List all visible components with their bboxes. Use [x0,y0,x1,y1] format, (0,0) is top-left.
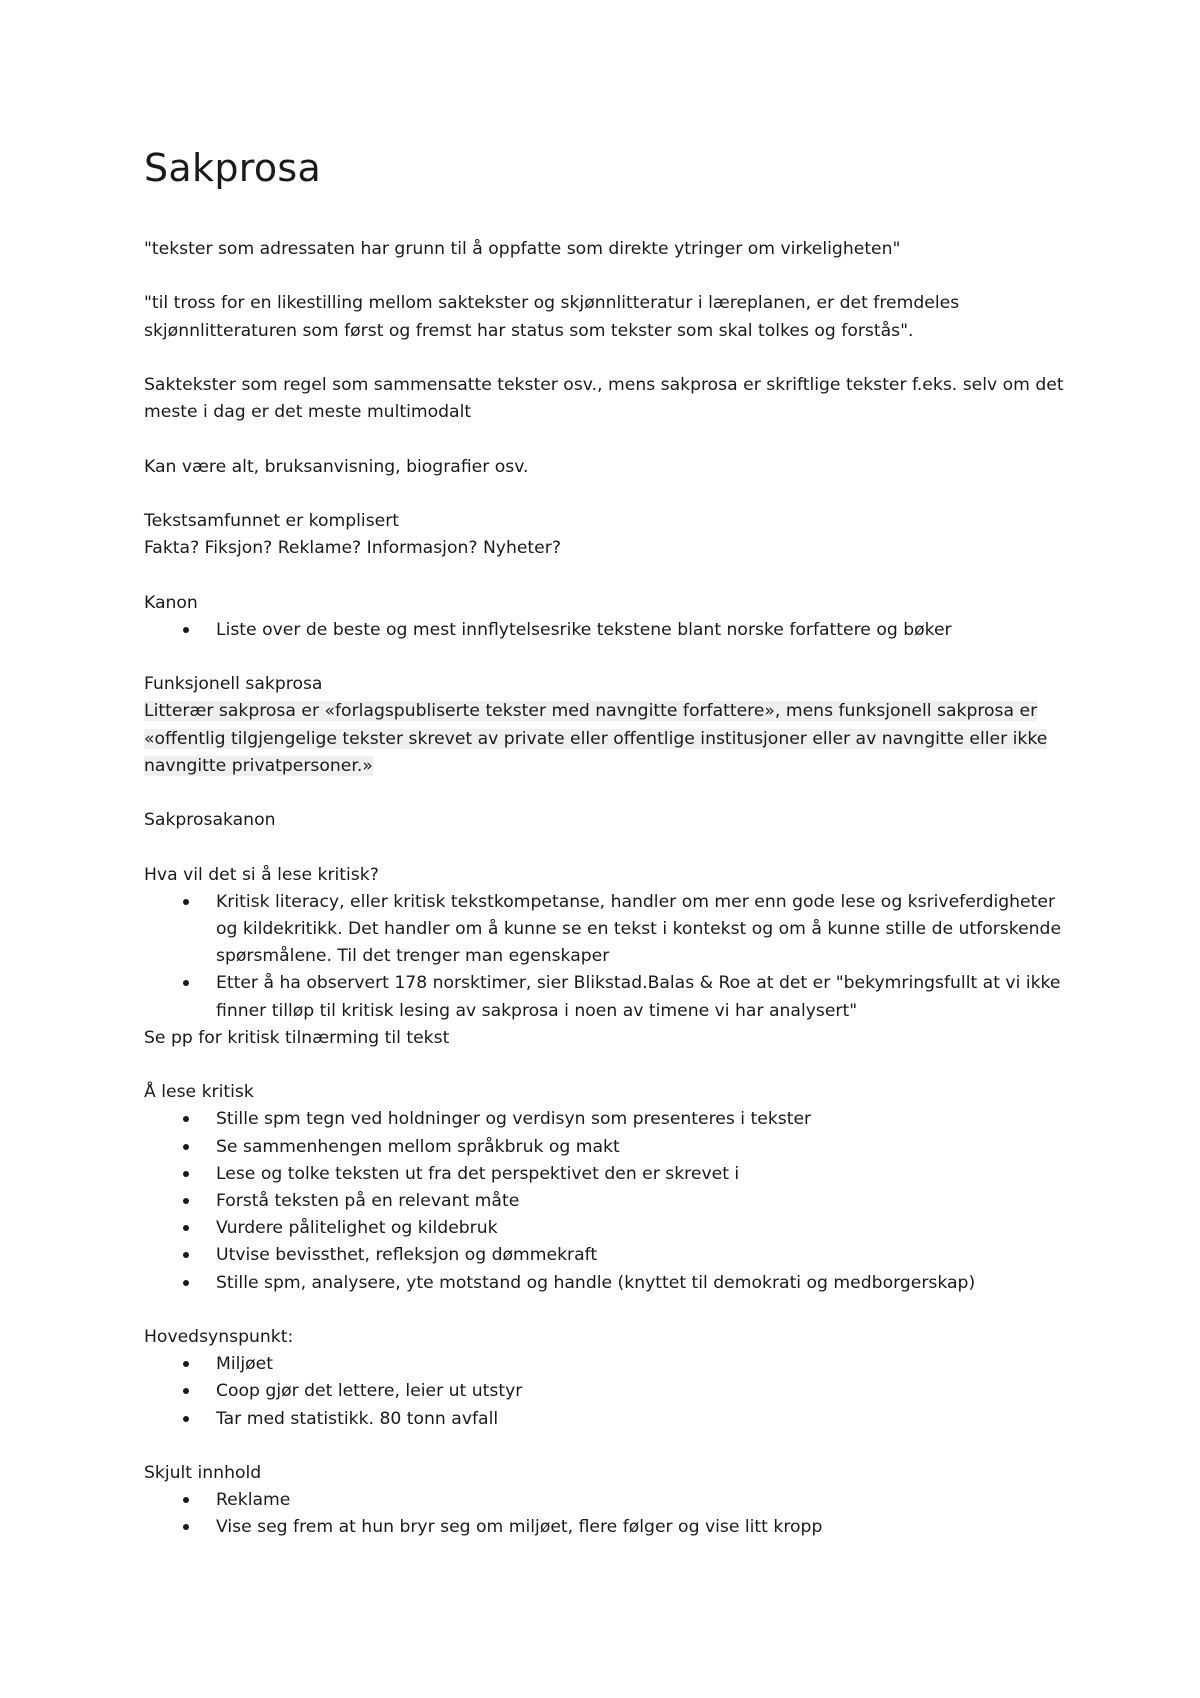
paragraph-saktekster: Saktekster som regel som sammensatte tekster osv., mens sakprosa er skriftlige tekster f.eks. selv om det meste i dag er det meste multimodalt [144,374,1064,423]
kritisk-list [144,889,1074,1025]
document-page [144,142,1074,1542]
quote-likestilling: "til tross for en likestilling mellom saktekster og skjønnlitteratur i læreplanen, er det fremdeles skjønnlitteraturen som først og fremst har status som tekster som skal tolkes og forstås". [144,293,960,341]
kritisk-heading: Hva vil det si å lese kritisk? [144,864,379,885]
funksjonell-heading: Funksjonell sakprosa [144,674,323,695]
list-item: Vise seg frem at hun bryr seg om miljøet, flere følger og vise litt kropp [216,1514,1074,1541]
funksjonell-paragraph [144,698,1074,780]
spacer [144,481,1074,508]
list-item: Lese og tolke teksten ut fra det perspektivet den er skrevet i [216,1161,1074,1188]
sakprosakanon-heading: Sakprosakanon [144,810,276,831]
paragraph-kan-vaere: Kan være alt, bruksanvisning, biografier osv. [144,456,529,477]
list-item: Liste over de beste og mest innflytelsesrike tekstene blant norske forfattere og bøker [216,617,1074,644]
spacer [144,345,1074,372]
list-item: Miljøet [216,1351,1074,1378]
kanon-list [144,617,1074,644]
page-title: Sakprosa [144,146,322,190]
list-item: Forstå teksten på en relevant måte [216,1188,1074,1215]
spacer [144,1052,1074,1079]
spacer [144,263,1074,290]
hovedsynspunkt-heading: Hovedsynspunkt: [144,1326,294,1347]
kanon-heading: Kanon [144,592,198,613]
list-item: Vurdere pålitelighet og kildebruk [216,1215,1074,1242]
list-item: Stille spm, analysere, yte motstand og handle (knyttet til demokrati og medborgerskap) [216,1270,1074,1297]
kritisk-after: Se pp for kritisk tilnærming til tekst [144,1027,450,1048]
list-item: Coop gjør det lettere, leier ut utstyr [216,1378,1074,1405]
lese-kritisk-list [144,1106,1074,1296]
list-item: Se sammenhengen mellom språkbruk og makt [216,1134,1074,1161]
list-item: Tar med statistikk. 80 tonn avfall [216,1406,1074,1433]
skjult-list [144,1487,1074,1541]
spacer [144,426,1074,453]
list-item: Utvise bevissthet, refleksjon og dømmekraft [216,1242,1074,1269]
lese-kritisk-heading: Å lese kritisk [144,1082,254,1103]
skjult-heading: Skjult innhold [144,1462,262,1483]
hovedsynspunkt-list [144,1351,1074,1433]
list-item: Etter å ha observert 178 norsktimer, sier Blikstad.Balas & Roe at det er "bekymringsfullt at vi ikke finner tilløp til kritisk lesing av sakprosa i noen av timene vi har analysert" [216,970,1074,1024]
spacer [144,780,1074,807]
spacer [144,1297,1074,1324]
spacer [144,1433,1074,1460]
list-item: Stille spm tegn ved holdninger og verdisyn som presenteres i tekster [216,1106,1074,1133]
spacer [144,834,1074,861]
tekstsamfunnet-line-2: Fakta? Fiksjon? Reklame? Informasjon? Nyheter? [144,538,561,559]
spacer [144,644,1074,671]
list-item: Reklame [216,1487,1074,1514]
list-item: Kritisk literacy, eller kritisk tekstkompetanse, handler om mer enn gode lese og ksriveferdigheter og kildekritikk. Det handler om å kunne se en tekst i kontekst og om å kunne stille de utforskende spørsmålene. Til det trenger man egenskaper [216,889,1074,971]
highlighted-text: Litterær sakprosa er «forlagspubliserte tekster med navngitte forfattere», mens funksjonell sakprosa er «offentlig tilgjengelige tekster skrevet av private eller offentlige institusjoner eller av navngitte eller ikke navngitte privatpersoner.» [144,701,1048,776]
tekstsamfunnet-line-1: Tekstsamfunnet er komplisert [144,510,400,531]
quote-definition: "tekster som adressaten har grunn til å oppfatte som direkte ytringer om virkeligheten" [144,239,901,259]
spacer [144,562,1074,589]
